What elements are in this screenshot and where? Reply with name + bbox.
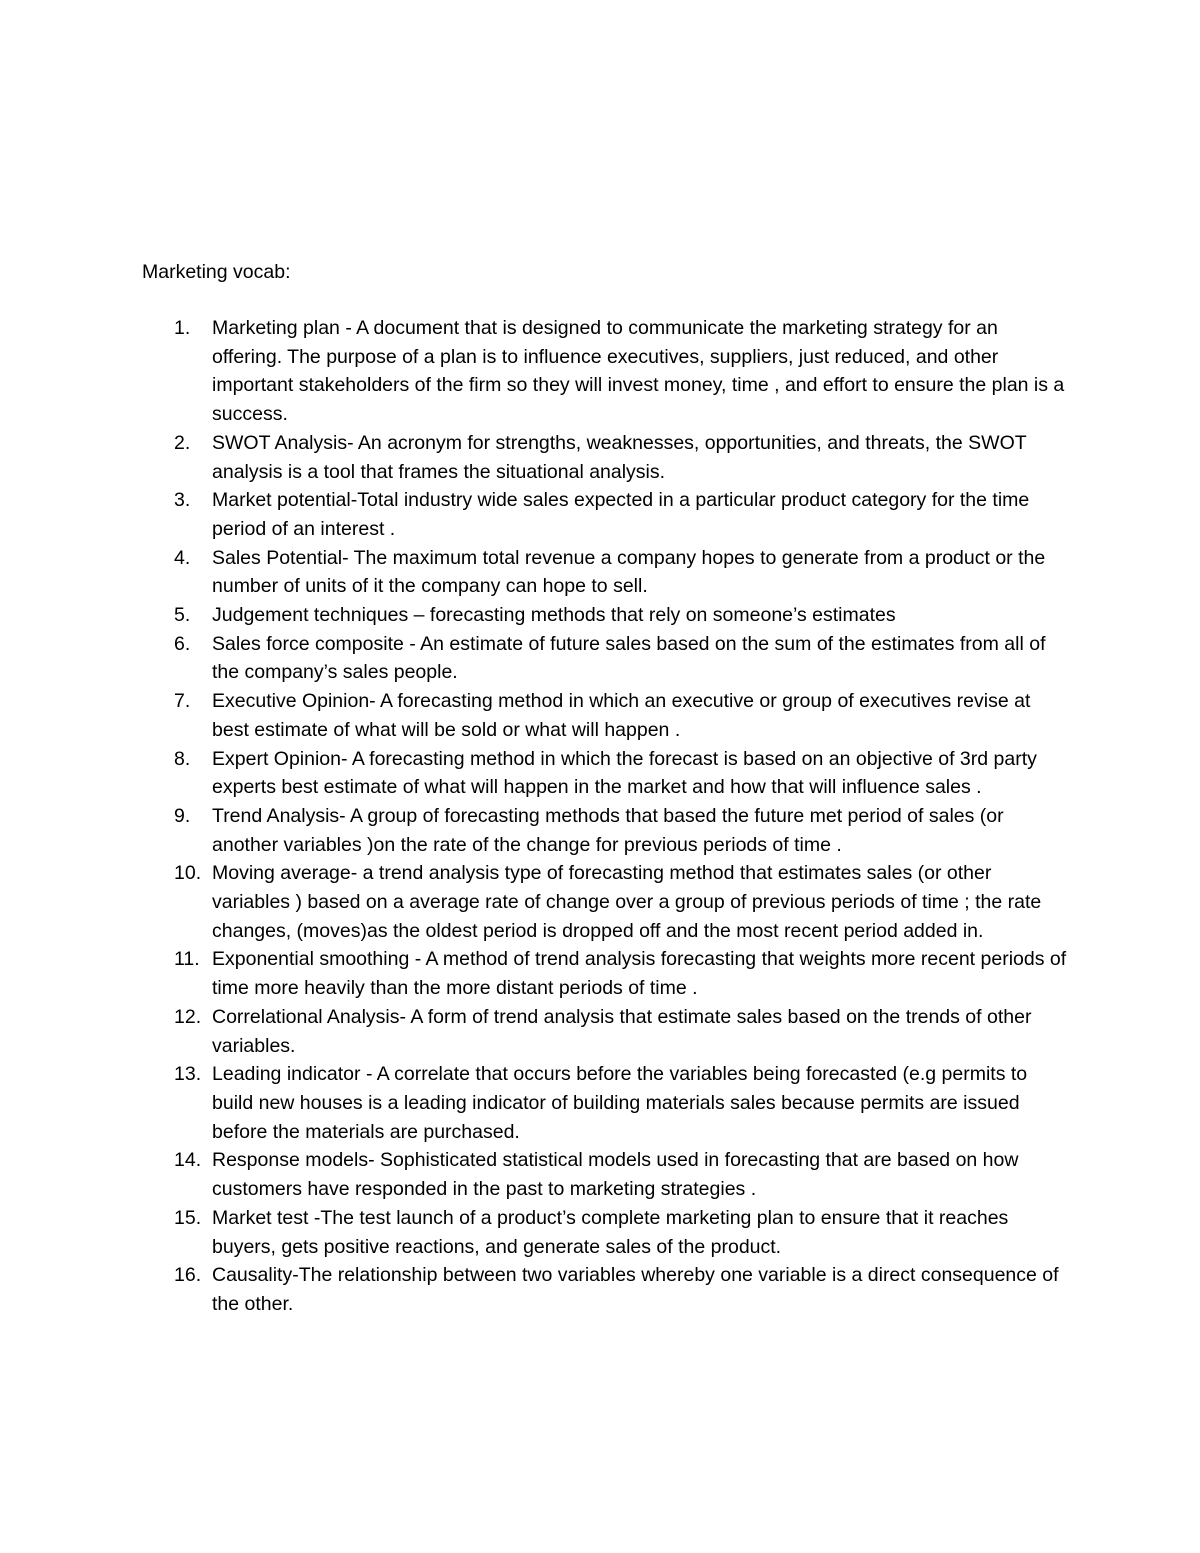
vocab-item-7 <box>142 687 1067 744</box>
item-number: 9. <box>174 804 191 827</box>
item-number: 7. <box>174 690 191 713</box>
item-number: 5. <box>174 604 191 627</box>
item-definition: Market potential-Total industry wide sales expected in a particular product category for the time period of an interest . <box>212 489 1030 540</box>
item-number: 6. <box>174 632 191 655</box>
item-number: 10. <box>174 862 202 885</box>
vocab-item-13 <box>142 1060 1067 1146</box>
item-number: 2. <box>174 431 191 454</box>
item-number: 11. <box>174 948 200 971</box>
vocab-item-5 <box>142 601 1067 630</box>
item-number: 15. <box>174 1206 202 1229</box>
item-definition: Market test -The test launch of a product’s complete marketing plan to ensure that it reaches buyers, gets positive reactions, and generate sales of the product. <box>212 1206 1009 1258</box>
vocab-item-11 <box>142 945 1067 1002</box>
item-definition: Marketing plan - A document that is designed to communicate the marketing strategy for an offering. The purpose of a plan is to influence executives, suppliers, just reduced, and other important stakeholders of the firm so they will invest money, time , and effort to ensure the plan is a success. <box>212 317 1065 426</box>
item-number: 14. <box>174 1149 202 1172</box>
item-number: 1. <box>174 317 191 339</box>
vocab-item-9 <box>142 802 1067 859</box>
item-definition: Correlational Analysis- A form of trend analysis that estimate sales based on the trends of other variables. <box>212 1005 1032 1057</box>
item-definition: SWOT Analysis- An acronym for strengths, weaknesses, opportunities, and threats, the SWOT analysis is a tool that frames the situational analysis. <box>212 431 1027 483</box>
item-definition: Moving average- a trend analysis type of forecasting method that estimates sales (or other variables ) based on a average rate of change over a group of previous periods of time ; the rate changes, (moves)as the oldest period is dropped off and the most recent period added in. <box>212 862 1042 942</box>
item-number: 8. <box>174 747 191 770</box>
item-number: 16. <box>174 1264 202 1287</box>
vocab-item-16 <box>142 1261 1067 1318</box>
item-number: 13. <box>174 1063 202 1086</box>
item-definition: Sales force composite - An estimate of future sales based on the sum of the estimates from all of the company’s sales people. <box>212 632 1046 684</box>
item-number: 12. <box>174 1005 202 1028</box>
document-title: Marketing vocab: <box>142 261 291 283</box>
vocab-item-15 <box>142 1204 1067 1261</box>
item-definition: Leading indicator - A correlate that occurs before the variables being forecasted (e.g permits to build new houses is a leading indicator of building materials sales because permits are issued before the materials are purchased. <box>212 1063 1028 1143</box>
vocab-item-8 <box>142 745 1067 802</box>
vocab-item-3 <box>142 486 1067 543</box>
vocab-item-6 <box>142 630 1067 687</box>
item-definition: Expert Opinion- A forecasting method in which the forecast is based on an objective of 3rd party experts best estimate of what will happen in the market and how that will influence sales . <box>212 747 1037 799</box>
vocab-item-2 <box>142 429 1067 486</box>
item-definition: Causality-The relationship between two variables whereby one variable is a direct consequence of the other. <box>212 1264 1059 1315</box>
item-definition: Judgement techniques – forecasting methods that rely on someone’s estimates <box>212 604 896 627</box>
item-definition: Executive Opinion- A forecasting method in which an executive or group of executives revise at best estimate of what will be sold or what will happen . <box>212 690 1031 741</box>
item-number: 4. <box>174 546 191 569</box>
item-definition: Trend Analysis- A group of forecasting methods that based the future met period of sales (or another variables )on the rate of the change for previous periods of time . <box>212 804 1004 856</box>
vocab-item-1 <box>142 314 1067 429</box>
vocab-item-4 <box>142 544 1067 601</box>
item-definition: Response models- Sophisticated statistical models used in forecasting that are based on how customers have responded in the past to marketing strategies . <box>212 1149 1019 1201</box>
item-definition: Exponential smoothing - A method of trend analysis forecasting that weights more recent periods of time more heavily than the more distant periods of time . <box>212 948 1067 1000</box>
vocab-item-12 <box>142 1003 1067 1060</box>
vocab-item-10 <box>142 859 1067 945</box>
vocab-list <box>142 314 1067 1319</box>
vocab-item-14 <box>142 1146 1067 1203</box>
item-number: 3. <box>174 489 191 512</box>
item-definition: Sales Potential- The maximum total revenue a company hopes to generate from a product or the number of units of it the company can hope to sell. <box>212 546 1046 598</box>
